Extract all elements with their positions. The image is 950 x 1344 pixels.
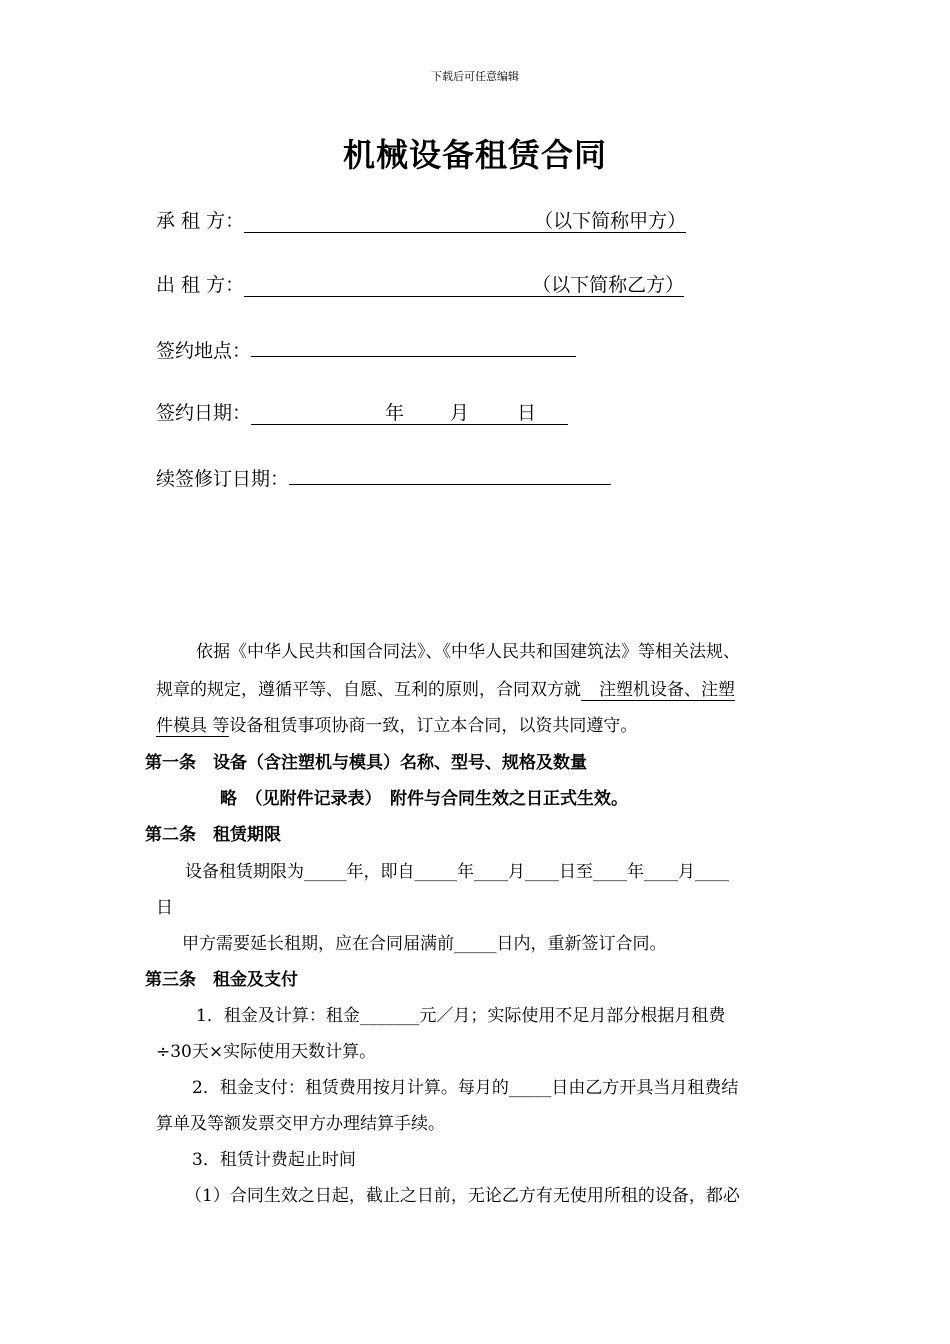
place-field (156, 334, 576, 363)
date-field (156, 398, 568, 425)
lessee-label: 承 租 方： (156, 210, 245, 232)
article-2-title: 第二条 租赁期限 (145, 825, 281, 845)
intro-line-3 (156, 711, 637, 736)
renew-field (156, 462, 611, 491)
lessee-blank[interactable] (244, 210, 686, 233)
article-3-line-1: 1．租金及计算：租金_______元／月；实际使用不足月部分根据月租费 (196, 1006, 726, 1026)
intro-line-2-text: 规章的规定，遵循平等、自愿、互利的原则，合同双方就 (156, 680, 581, 700)
renew-blank[interactable] (289, 462, 611, 485)
lessee-field (156, 206, 686, 233)
intro-line-2 (156, 675, 735, 700)
lessor-blank[interactable] (244, 274, 684, 297)
date-month: 月 (450, 402, 470, 424)
renew-label: 续签修订日期： (156, 468, 290, 490)
article-2-line-3: 甲方需要延长租期，应在合同届满前_____日内，重新签订合同。 (182, 934, 667, 954)
article-3-line-3: 2．租金支付：租赁费用按月计算。每月的_____日由乙方开具当月租费结 (192, 1078, 739, 1098)
article-2-line-2: 日 (156, 898, 173, 918)
date-label: 签约日期： (156, 402, 252, 424)
article-3-line-5: 3．租赁计费起止时间 (192, 1150, 356, 1170)
intro-line-3-text: 设备租赁事项协商一致，订立本合同，以资共同遵守。 (229, 716, 638, 736)
page-title: 机械设备租赁合同 (342, 136, 607, 174)
place-label: 签约地点： (156, 340, 252, 362)
article-2-line-1: 设备租赁期限为_____年，即自_____年____月____日至____年____月____ (185, 862, 729, 882)
lessee-suffix: （以下简称甲方） (534, 210, 687, 232)
header-note: 下载后可任意编辑 (431, 70, 519, 83)
date-day: 日 (517, 402, 537, 424)
article-1-title: 第一条 设备（含注塑机与模具）名称、型号、规格及数量 (145, 753, 587, 773)
lessor-label: 出 租 方： (156, 274, 245, 296)
article-3-line-6: （1）合同生效之日起，截止之日前，无论乙方有无使用所租的设备，都必 (185, 1186, 740, 1206)
article-3-line-2: ÷30天×实际使用天数计算。 (156, 1042, 377, 1062)
article-1-body: 略 （见附件记录表） 附件与合同生效之日正式生效。 (220, 789, 628, 809)
article-3-line-4: 算单及等额发票交甲方办理结算手续。 (156, 1114, 445, 1134)
date-year: 年 (385, 402, 405, 424)
lessor-suffix: （以下简称乙方） (532, 274, 685, 296)
intro-underlined-1-text: 注塑机设备、注塑 (599, 680, 735, 700)
date-blank[interactable] (251, 402, 568, 425)
intro-line-1: 依据《中华人民共和国合同法》、《中华人民共和国建筑法》等相关法规、 (196, 642, 740, 662)
intro-underlined-2: 件模具 等 (156, 716, 230, 736)
article-3-title: 第三条 租金及支付 (145, 970, 298, 990)
intro-underlined-1 (581, 680, 735, 701)
lessor-field (156, 270, 684, 297)
place-blank[interactable] (251, 334, 576, 357)
